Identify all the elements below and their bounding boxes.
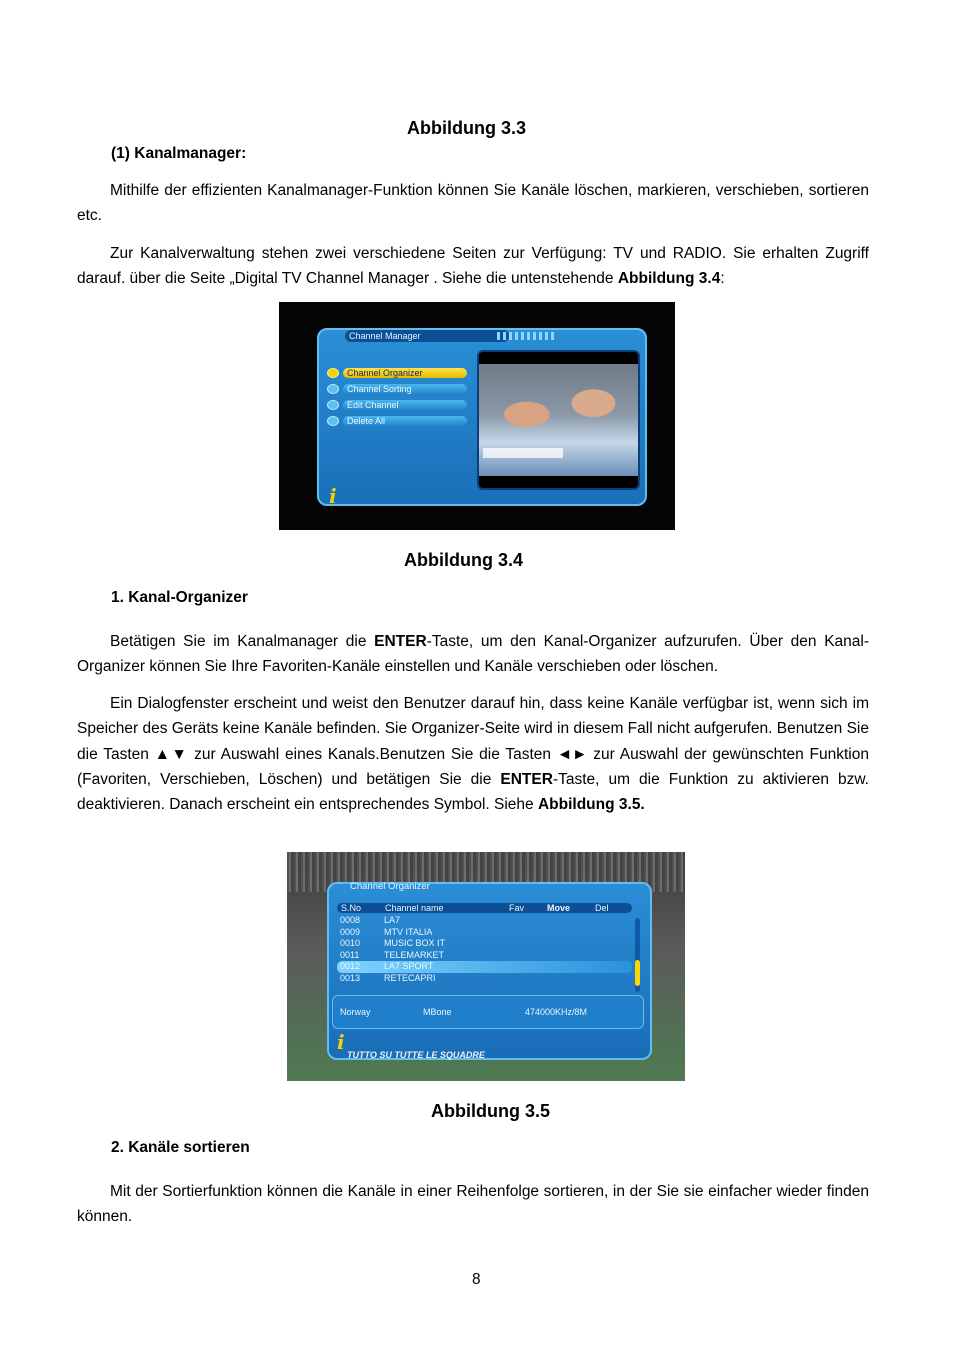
channel-name: LA7 [384,915,401,925]
menu-item-delete-all[interactable] [327,416,467,426]
info-country: Norway [340,1007,371,1017]
channel-number: 0012 [340,961,361,972]
lower-third-graphic [483,448,563,458]
channel-organizer-screenshot [287,852,685,1081]
channel-name: TELEMARKET [384,949,445,960]
menu-item-label: Edit Channel [343,400,467,410]
channel-number: 0011 [340,949,360,960]
menu-item-channel-sorting[interactable] [327,384,467,394]
table-row[interactable] [337,927,632,939]
paragraph-text: Ein Dialogfenster erscheint und weist den Benutzer darauf hin, dass keine Kanäle verfügbar ist, wenn sich im Speicher des Geräts keine Kanäle befinden. Sie Organizer-Seite wird in diesem Fall nicht aufgerufen. Benutzen Sie die Tasten ▲▼ zur Auswahl eines Kanals.Benutzen Sie die Tasten ◄► zur Auswahl der gewünschten Funktion (Favoriten, Verschieben, Löschen) und betätigen Sie die [77,695,869,788]
caption-abbildung-3-5: Abbildung 3.5 [431,1101,550,1121]
paragraph-dialog [77,691,869,817]
bullet-icon [327,368,339,378]
tv-ticker-text: TUTTO SU TUTTE LE SQUADRE [347,1050,485,1060]
caption-abbildung-3-3: Abbildung 3.3 [407,118,526,138]
channel-number: 0008 [340,915,361,925]
channel-name: LA7 SPORT [384,961,434,972]
paragraph-end: : [720,270,725,288]
header-sno: S.No [341,903,362,913]
signal-stripes-icon [497,332,557,340]
enter-key-label: ENTER [500,770,553,788]
menu-item-label: Channel Organizer [343,368,467,378]
paragraph-text: Betätigen Sie im Kanalmanager die [110,633,375,650]
section-heading-kanaele-sortieren: 2. Kanäle sortieren [111,1139,250,1156]
section-heading-kanalmanager: (1) Kanalmanager: [111,145,247,162]
info-icon: i [329,484,337,508]
page-number: 8 [472,1271,481,1288]
paragraph-text: -Taste, um den Kanal-Organizer aufzurufen. Über den Kanal-Organizer können Sie Ihre Favoriten-Kanäle einstellen und Kanäle verschieben oder löschen. [77,633,869,676]
channel-name: RETECAPRI [384,972,436,983]
table-row[interactable] [337,973,632,985]
header-fav: Fav [509,903,525,913]
table-row[interactable] [337,950,632,962]
table-row[interactable] [337,938,632,950]
menu-item-edit-channel[interactable] [327,400,467,410]
figure-reference: Abbildung 3.4 [617,270,721,288]
channel-manager-title: Channel Manager [345,330,509,342]
paragraph-channel-pages [77,241,869,292]
header-channel-name: Channel name [385,903,444,913]
paragraph-text: -Taste, um die Funktion zu aktivieren bzw. deaktivieren. Danach erscheint ein entsprechendes Symbol. Siehe [77,770,869,814]
info-network: MBone [423,1007,452,1017]
menu-item-label: Channel Sorting [343,384,467,394]
channel-name: MUSIC BOX IT [384,938,446,949]
video-preview [477,350,640,490]
paragraph-sorting: Mit der Sortierfunktion können die Kanäle in einer Reihenfolge sortieren, in der Sie sie einfacher wieder finden können. [77,1183,869,1226]
tv-preview-image [479,364,638,476]
header-del: Del [595,903,609,913]
table-row[interactable] [337,915,632,927]
menu-item-label: Delete All [343,416,467,426]
figure-reference: Abbildung 3.5. [537,796,645,814]
channel-number: 0009 [340,926,361,937]
scrollbar-thumb[interactable] [635,960,640,986]
channel-number: 0010 [340,938,361,949]
channel-list [337,915,632,985]
channel-info-bar [332,995,644,1029]
menu-item-channel-organizer[interactable] [327,368,467,378]
bullet-icon [327,416,339,426]
channel-name: MTV ITALIA [384,926,433,937]
section-heading-kanal-organizer: 1. Kanal-Organizer [111,589,248,606]
info-frequency: 474000KHz/8M [525,1007,588,1017]
enter-key-label: ENTER [374,633,427,650]
caption-abbildung-3-4: Abbildung 3.4 [404,550,523,570]
bullet-icon [327,400,339,410]
info-icon: i [337,1030,345,1054]
channel-organizer-title: Channel Organizer [350,881,430,892]
channel-manager-screenshot [279,302,675,530]
paragraph-text: Zur Kanalverwaltung stehen zwei verschiedene Seiten zur Verfügung: TV und RADIO. Sie erhalten Zugriff darauf. über die Seite „Digital TV Channel Manager . Siehe die untenstehende [77,245,869,288]
paragraph-intro: Mithilfe der effizienten Kanalmanager-Funktion können Sie Kanäle löschen, markieren, verschieben, sortieren etc. [77,182,869,225]
table-row-selected[interactable] [337,961,632,973]
header-move: Move [547,903,571,913]
table-header [337,903,632,913]
bullet-icon [327,384,339,394]
paragraph-organizer [77,629,869,680]
channel-number: 0013 [340,972,361,983]
